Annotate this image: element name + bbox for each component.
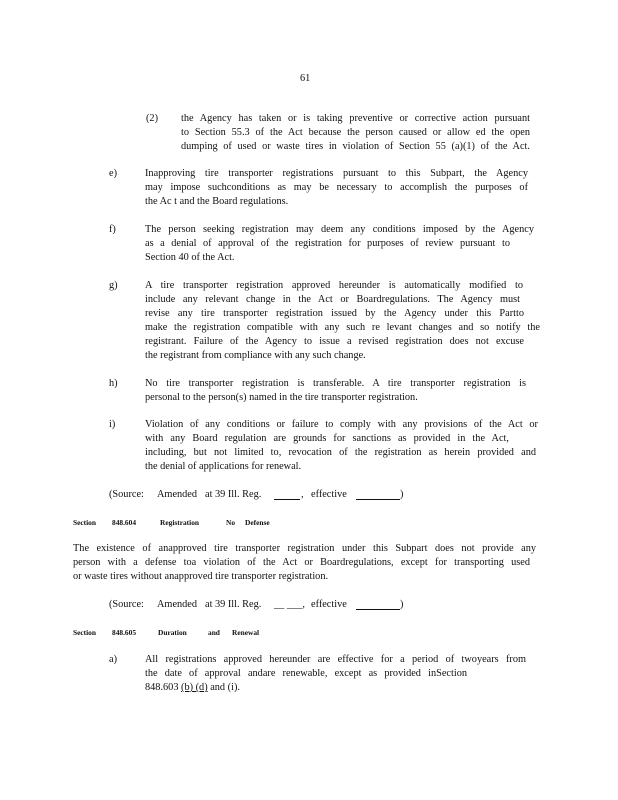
item-f-line-2: as a denial of approval of the registration for purposes of review pursuant to	[145, 238, 510, 249]
section-604-title-1: Registration	[160, 518, 199, 527]
item-a-line-3-pre: 848.603	[145, 682, 179, 693]
source-1-effective: effective	[311, 489, 347, 500]
para-604-line-2: person with a defense toa violation of the Act or Boardregulations, except for transporting used	[73, 557, 530, 568]
source-2-mid: __ ___,	[274, 599, 305, 610]
section-604-label: Section	[73, 518, 96, 527]
source-1-open: (Source:	[109, 489, 144, 500]
item-h-marker: h)	[109, 378, 118, 389]
item-i-line-1: Violation of any conditions or failure to comply with any provisions of the Act or	[145, 419, 538, 430]
item-a-line-3-underlined: (b) (d)	[181, 682, 208, 693]
item-g-line-5: registrant. Failure of the Agency to issue a revised registration does not excuse	[145, 336, 524, 347]
source-2-amended: Amended	[157, 599, 198, 610]
para-604-line-3: or waste tires without anapproved tire transporter registration.	[73, 571, 329, 582]
section-605-title-2: and	[208, 628, 220, 637]
item-i-line-4: the denial of applications for renewal.	[145, 461, 302, 472]
item-h-line-2: personal to the person(s) named in the tire transporter registration.	[145, 392, 418, 403]
item-e-marker: e)	[109, 168, 117, 179]
item-f-line-1: The person seeking registration may deem any conditions imposed by the Agency	[145, 224, 534, 235]
item-f-marker: f)	[109, 224, 116, 235]
item-a-line-2: the date of approval andare renewable, except as provided inSection	[145, 668, 467, 679]
source-1-effective-blank	[356, 489, 400, 500]
item-e-line-3: the Ac t and the Board regulations.	[145, 196, 289, 207]
para-604-line-1: The existence of anapproved tire transporter registration under this Subpart does not provide any	[73, 543, 536, 554]
item-g-line-1: A tire transporter registration approved hereunder is automatically modified to	[145, 280, 523, 291]
item-e-line-2: may impose suchconditions as may be necessary to accomplish the purposes of	[145, 182, 528, 193]
item-h-line-1: No tire transporter registration is transferable. A tire transporter registration is	[145, 378, 526, 389]
item-g-marker: g)	[109, 280, 118, 291]
item-a-line-3	[145, 681, 240, 695]
item-2-line-2: to Section 55.3 of the Act because the person caused or allow ed the open	[181, 127, 530, 138]
source-1-close: )	[400, 489, 404, 500]
item-g-line-6: the registrant from compliance with any such change.	[145, 350, 366, 361]
source-2-effective: effective	[311, 599, 347, 610]
source-2-close: )	[400, 599, 404, 610]
item-e-line-1: Inapproving tire transporter registrations pursuant to this Subpart, the Agency	[145, 168, 528, 179]
item-2-marker: (2)	[146, 113, 159, 124]
item-i-line-2: with any Board regulation are grounds for sanctions as provided in the Act,	[145, 433, 509, 444]
item-a-line-1: All registrations approved hereunder are effective for a period of twoyears from	[145, 654, 526, 665]
item-f-line-3: Section 40 of the Act.	[145, 252, 235, 263]
item-i-line-3: including, but not limited to, revocation of the registration as herein provided and	[145, 447, 536, 458]
section-605-title-3: Renewal	[232, 628, 260, 637]
source-2-effective-blank	[356, 599, 400, 610]
source-1-at: at 39 Ill. Reg.	[205, 489, 262, 500]
source-1-comma: ,	[301, 489, 304, 500]
item-g-line-2: include any relevant change in the Act or Boardregulations. The Agency must	[145, 294, 520, 305]
section-604-code: 848.604	[112, 518, 137, 527]
item-i-marker: i)	[109, 419, 116, 430]
item-2-line-1: the Agency has taken or is taking preventive or corrective action pursuant	[181, 113, 530, 124]
section-604-title-3: Defense	[245, 518, 270, 527]
source-2-open: (Source:	[109, 599, 144, 610]
section-605-label: Section	[73, 628, 96, 637]
item-a-line-3-post: and (i).	[210, 682, 240, 693]
item-g-line-4: make the registration compatible with any such re levant changes and so notify the	[145, 322, 540, 333]
source-2-at: at 39 Ill. Reg.	[205, 599, 262, 610]
source-1-amended: Amended	[157, 489, 198, 500]
page-number: 61	[300, 73, 311, 84]
section-604-title-2: No	[226, 518, 236, 527]
item-a-marker: a)	[109, 654, 117, 665]
item-2-line-3: dumping of used or waste tires in violation of Section 55 (a)(1) of the Act.	[181, 141, 530, 152]
section-605-code: 848.605	[112, 628, 137, 637]
source-1-reg-blank	[274, 489, 300, 500]
item-g-line-3: revise any tire transporter registration issued by the Agency under this Partto	[145, 308, 524, 319]
section-605-title-1: Duration	[158, 628, 187, 637]
